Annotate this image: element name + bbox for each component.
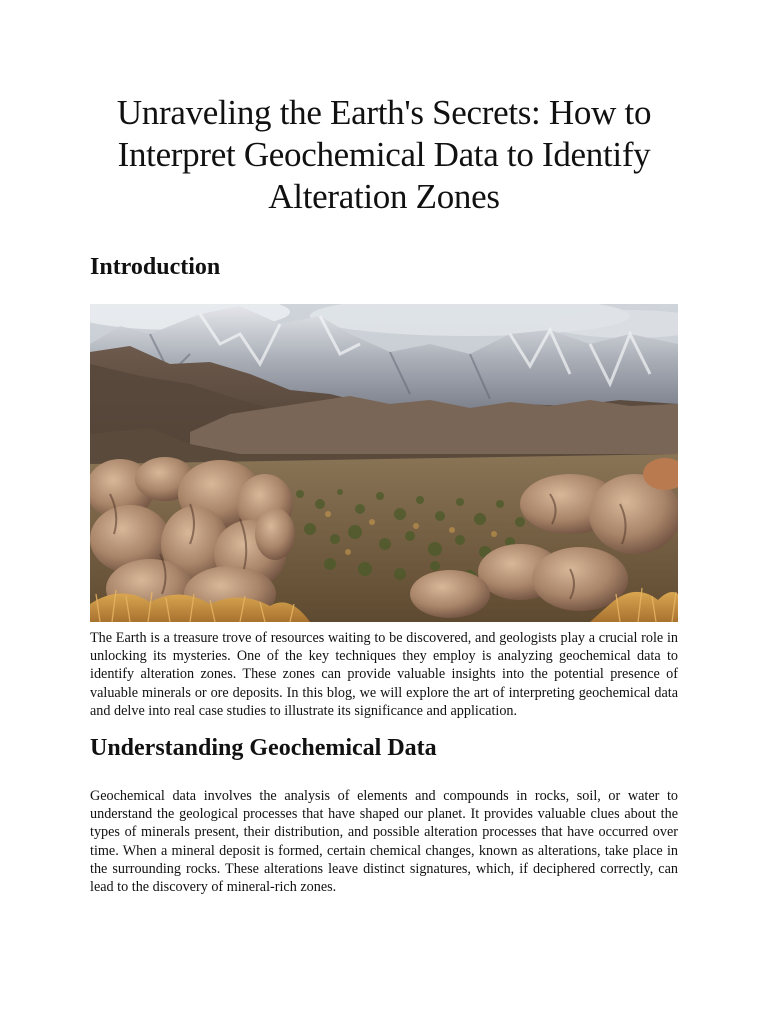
section-heading-introduction: Introduction <box>90 254 221 280</box>
introduction-paragraph: The Earth is a treasure trove of resources waiting to be discovered, and geologists play a crucial role in unlocking its mysteries. One of the key techniques they employ is analyzing geochemical data to identify alteration zones. These zones can provide valuable insights into the potential presence of valuable minerals or ore deposits. In this blog, we will explore the art of interpreting geochemical data and delve into real case studies to illustrate its significance and application. <box>90 630 678 719</box>
section-heading-understanding-geochemical-data: Understanding Geochemical Data <box>90 735 437 761</box>
document-title: Unraveling the Earth's Secrets: How to Interpret Geochemical Data to Identify Alteration Zones <box>116 93 652 216</box>
landscape-photo <box>90 304 678 622</box>
understanding-paragraph: Geochemical data involves the analysis of elements and compounds in rocks, soil, or water to understand the geological processes that have shaped our planet. It provides valuable clues about the types of minerals present, their distribution, and possible alteration processes that have occurred over time. When a mineral deposit is formed, certain chemical changes, known as alterations, take place in the surrounding rocks. These alterations leave distinct signatures, which, if deciphered correctly, can lead to the discovery of mineral-rich zones. <box>90 788 678 896</box>
